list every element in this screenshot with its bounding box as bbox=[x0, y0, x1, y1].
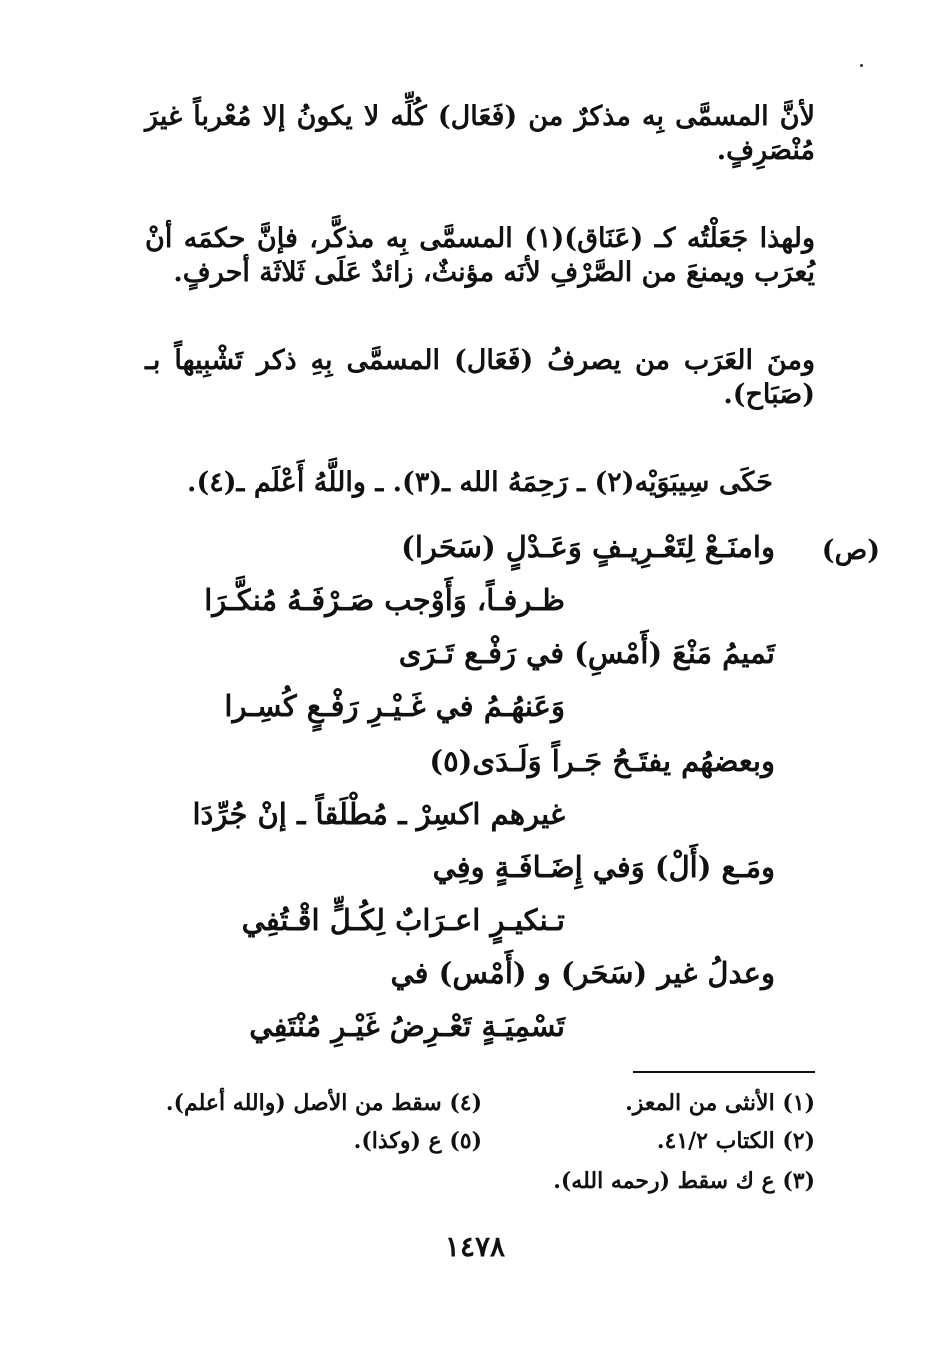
footnote-divider bbox=[633, 1071, 815, 1073]
paragraph-1: لأنَّ المسمَّى بِه مذكرٌ من (فَعَال) كُلِّه لا يكونُ إلا مُعْرباً غيرَ مُنْصَرِفٍ. bbox=[145, 101, 815, 166]
verse-line: تـنكيـرٍ اعـرَابٌ لِكُـلٍّ اقْـتُفِي bbox=[241, 903, 565, 937]
verse-line: وبعضهُم يفتَـحُ جَـراً وَلَـدَى(٥) bbox=[429, 744, 775, 778]
verse-line: ومَـع (أَلْ) وَفي إِضَـافَـةٍ وفِي bbox=[432, 850, 775, 884]
paragraph-4: حَكَى سِيبَوَيْه(٢) ـ رَحِمَهُ الله ـ(٣). ـ واللَّهُ أَعْلَم ـ(٤). bbox=[187, 467, 773, 498]
paragraph-2: ولهذا جَعَلْتُه كـ (عَنَاق)(١) المسمَّى بِه مذكَّر، فإنَّ حكمَه أنْ يُعرَب ويمنعَ من الصَّرْفِ لأنَه مؤنثٌ، زائدٌ عَلَى ثَلاثَة أحرفٍ. bbox=[145, 223, 816, 288]
page-number: ١٤٧٨ bbox=[444, 1230, 506, 1263]
verse-line: غيرهم اكسِرْ ـ مُطْلَقاً ـ إنْ جُرِّدَا bbox=[192, 797, 565, 831]
verse-marker: (ص) bbox=[821, 535, 880, 566]
verse-line: تَميمُ مَنْعَ (أَمْسِ) في رَفْـع تَـرَى bbox=[398, 636, 775, 670]
paragraph-3: ومنَ العَرَب من يصرفُ (فَعَال) المسمَّى بِهِ ذكر تَشْبِيهاً بـ (صَبَاح). bbox=[145, 345, 815, 410]
verse-line: تَسْمِيَـةٍ تَعْـرِضُ غَيْـرِ مُنْتَفِي bbox=[249, 1009, 565, 1043]
footnote: (٣) ع ك سقط (رحمه الله). bbox=[553, 1168, 815, 1194]
verse-line: وامنَـعْ لِتَعْـرِيـفٍ وَعَـدْلٍ (سَحَرا) bbox=[401, 530, 775, 564]
footnote: (١) الأنثى من المعز. bbox=[625, 1090, 815, 1116]
footnote: (٤) سقط من الأصل (والله أعلم). bbox=[165, 1090, 482, 1116]
speck-mark bbox=[860, 64, 863, 67]
footnote: (٥) ع (وكذا). bbox=[353, 1128, 482, 1154]
verse-line: وَعَنهُـمُ في غَـيْـرِ رَفْـعٍ كُسِـرا bbox=[224, 689, 565, 723]
verse-line: وعدلُ غير (سَحَر) و (أَمْس) في bbox=[390, 956, 775, 990]
verse-line: ظـرفـاً، وَأَوْجب صَـرْفَـهُ مُنكَّـرَا bbox=[204, 583, 565, 617]
footnote: (٢) الكتاب ٤١/٢. bbox=[656, 1128, 815, 1154]
